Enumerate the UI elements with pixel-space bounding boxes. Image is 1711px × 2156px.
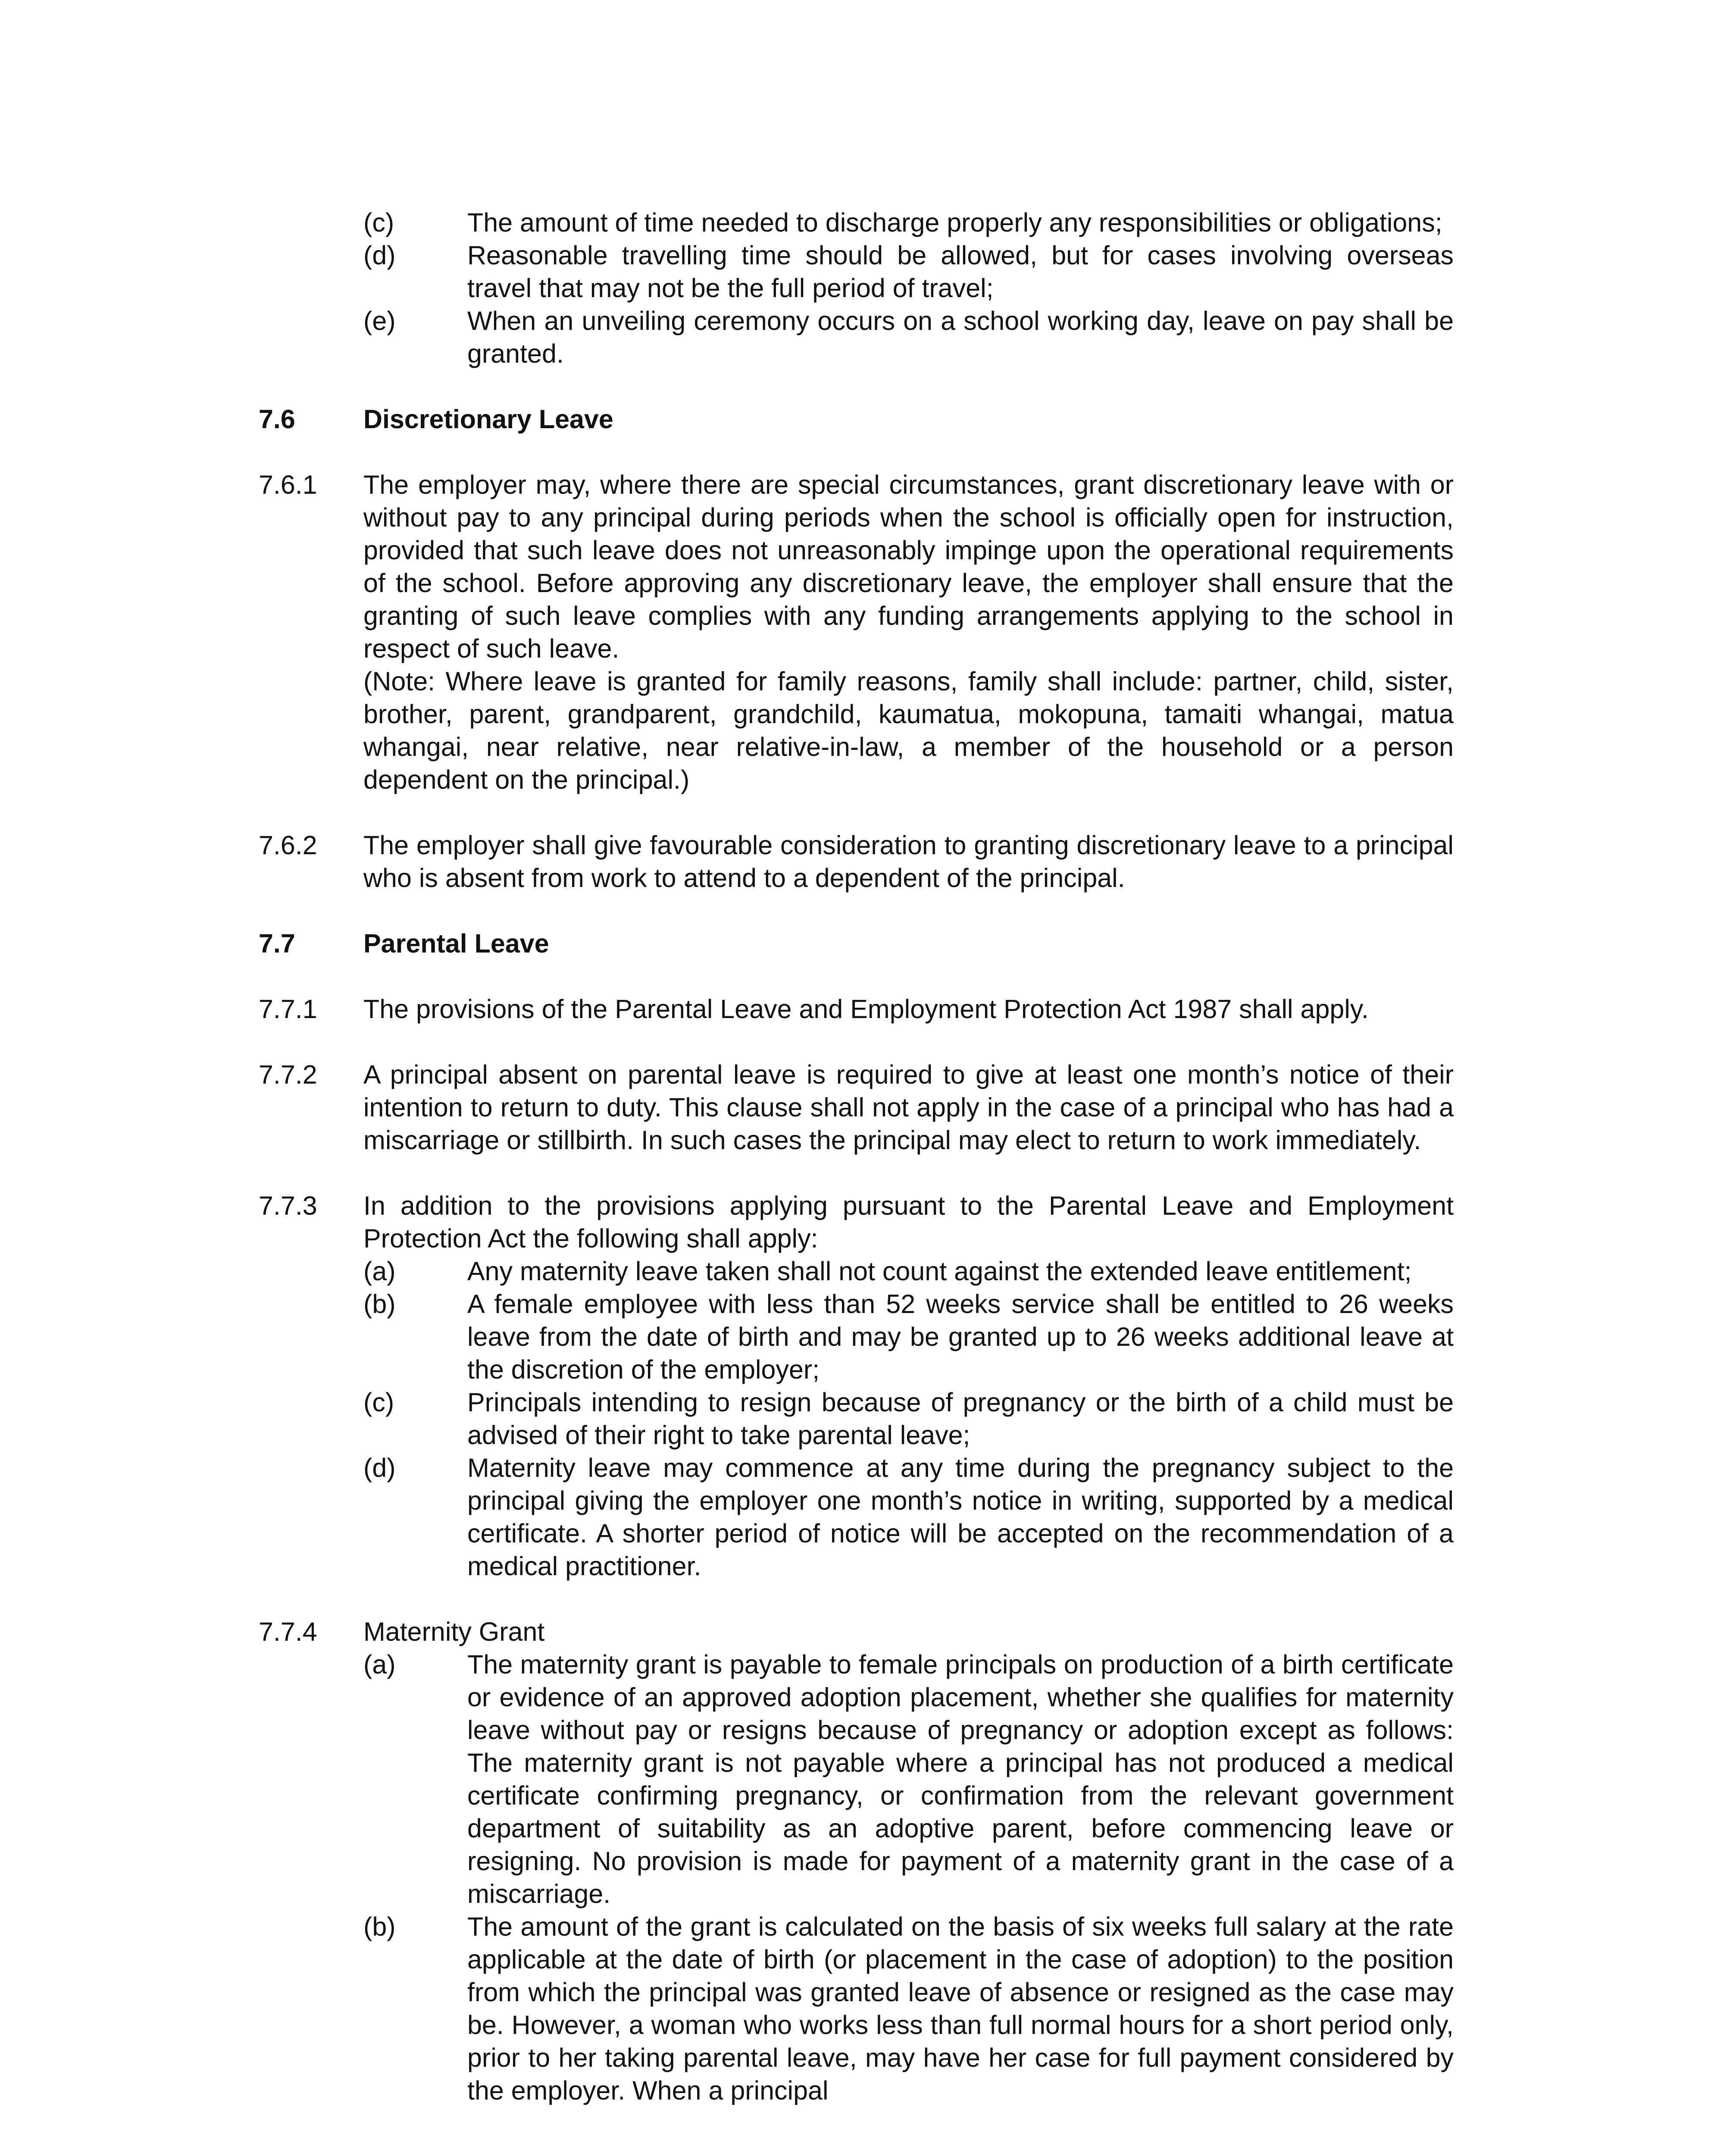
sub-clause (259, 239, 1454, 304)
sub-clause (259, 304, 1454, 370)
clause-text: The amount of the grant is calculated on the basis of six weeks full salary at the rate applicable at the date of birth (or placement in the case of adoption) to the position from which the principal was granted leave of absence or resigned as the case may be. However, a woman who works less than full normal hours for a short period only, prior to her taking parental leave, may have her case for full payment considered by the employer. When a principal (467, 1912, 1454, 2105)
clause (259, 1615, 1454, 1648)
clause-number: (b) (363, 1289, 396, 1319)
clause (259, 993, 1454, 1025)
clause (259, 468, 1454, 796)
clause-text: The maternity grant is payable to female principals on production of a birth certificate or evidence of an approved adoption placement, whether she qualifies for maternity leave without pay or resigns because of pregnancy or adoption except as follows: The maternity grant is not payable where a principal has not produced a medical certificate confirming pregnancy, or confirmation from the relevant government department of suitability as an adoptive parent, before commencing leave or resigning. No provision is made for payment of a maternity grant in the case of a miscarriage. (467, 1650, 1454, 1908)
clause-number: (b) (363, 1912, 396, 1941)
spacer (259, 960, 1454, 993)
clause-number: (c) (363, 208, 394, 237)
clause (259, 1058, 1454, 1156)
clause-number: 7.7.3 (259, 1191, 317, 1220)
clause-number: 7.7.4 (259, 1617, 317, 1646)
clause-number: 7.6 (259, 404, 295, 434)
sub-clause (259, 1451, 1454, 1583)
clause-text: A principal absent on parental leave is required to give at least one month’s notice of their intention to return to duty. This clause shall not apply in the case of a principal who has had a miscarriage or stillbirth. In such cases the principal may elect to return to work immediately. (363, 1060, 1454, 1155)
heading-text: Parental Leave (363, 929, 549, 958)
clause-text: Maternity Grant (363, 1617, 545, 1646)
clause-number: 7.6.2 (259, 830, 317, 860)
clause (259, 829, 1454, 894)
clause (259, 1189, 1454, 1255)
clause-text: Principals intending to resign because of pregnancy or the birth of a child must be advised of their right to take parental leave; (467, 1388, 1454, 1450)
clause-number: 7.7.1 (259, 994, 317, 1024)
sub-clause (259, 1255, 1454, 1288)
clause-number: 7.6.1 (259, 470, 317, 499)
sub-clause (259, 1648, 1454, 1910)
clause-number: (d) (363, 241, 396, 270)
clause-text: Maternity leave may commence at any time during the pregnancy subject to the principal giving the employer one month’s notice in writing, supported by a medical certificate. A shorter period of notice will be accepted on the recommendation of a medical practitioner. (467, 1453, 1454, 1581)
sub-clause (259, 1910, 1454, 2107)
clause-note: (Note: Where leave is granted for family reasons, family shall include: partner, child, sister, brother, parent, grandparent, grandchild, kaumatua, mokopuna, tamaiti whangai, matua whangai, near relative, near relative-in-law, a member of the household or a person dependent on the principal.) (363, 667, 1454, 794)
clause-text: A female employee with less than 52 weeks service shall be entitled to 26 weeks leave from the date of birth and may be granted up to 26 weeks additional leave at the discretion of the employer; (467, 1289, 1454, 1384)
clause-number: 7.7.2 (259, 1060, 317, 1089)
clause-text: The employer shall give favourable consideration to granting discretionary leave to a principal who is absent from work to attend to a dependent of the principal. (363, 830, 1454, 893)
clause-number: (a) (363, 1257, 396, 1286)
section-heading (259, 403, 1454, 436)
clause-text: Reasonable travelling time should be allowed, but for cases involving overseas travel that may not be the full period of travel; (467, 241, 1454, 303)
section-heading (259, 927, 1454, 960)
clause-number: 7.7 (259, 929, 295, 958)
spacer (259, 436, 1454, 468)
sub-clause (259, 206, 1454, 239)
sub-clause (259, 1386, 1454, 1451)
spacer (259, 370, 1454, 403)
clause-text: Any maternity leave taken shall not count against the extended leave entitlement; (467, 1257, 1412, 1286)
clause-text: The provisions of the Parental Leave and Employment Protection Act 1987 shall apply. (363, 994, 1369, 1024)
clause-text: The employer may, where there are special circumstances, grant discretionary leave with or without pay to any principal during periods when the school is officially open for instruction, provided that such leave does not unreasonably impinge upon the operational requirements of the school. Before approving any discretionary leave, the employer shall ensure that the granting of such leave complies with any funding arrangements applying to the school in respect of such leave. (363, 470, 1454, 663)
spacer (259, 796, 1454, 829)
spacer (259, 1583, 1454, 1615)
sub-clause (259, 1288, 1454, 1386)
spacer (259, 894, 1454, 927)
clause-number: (e) (363, 306, 396, 335)
spacer (259, 1156, 1454, 1189)
spacer (259, 1025, 1454, 1058)
clause-text: In addition to the provisions applying pursuant to the Parental Leave and Employment Protection Act the following shall apply: (363, 1191, 1454, 1253)
clause-text: The amount of time needed to discharge properly any responsibilities or obligations; (467, 208, 1442, 237)
clause-text: When an unveiling ceremony occurs on a school working day, leave on pay shall be granted. (467, 306, 1454, 368)
clause-number: (a) (363, 1650, 396, 1679)
clause-number: (d) (363, 1453, 396, 1482)
heading-text: Discretionary Leave (363, 404, 613, 434)
document-body (259, 206, 1454, 2107)
clause-number: (c) (363, 1388, 394, 1417)
